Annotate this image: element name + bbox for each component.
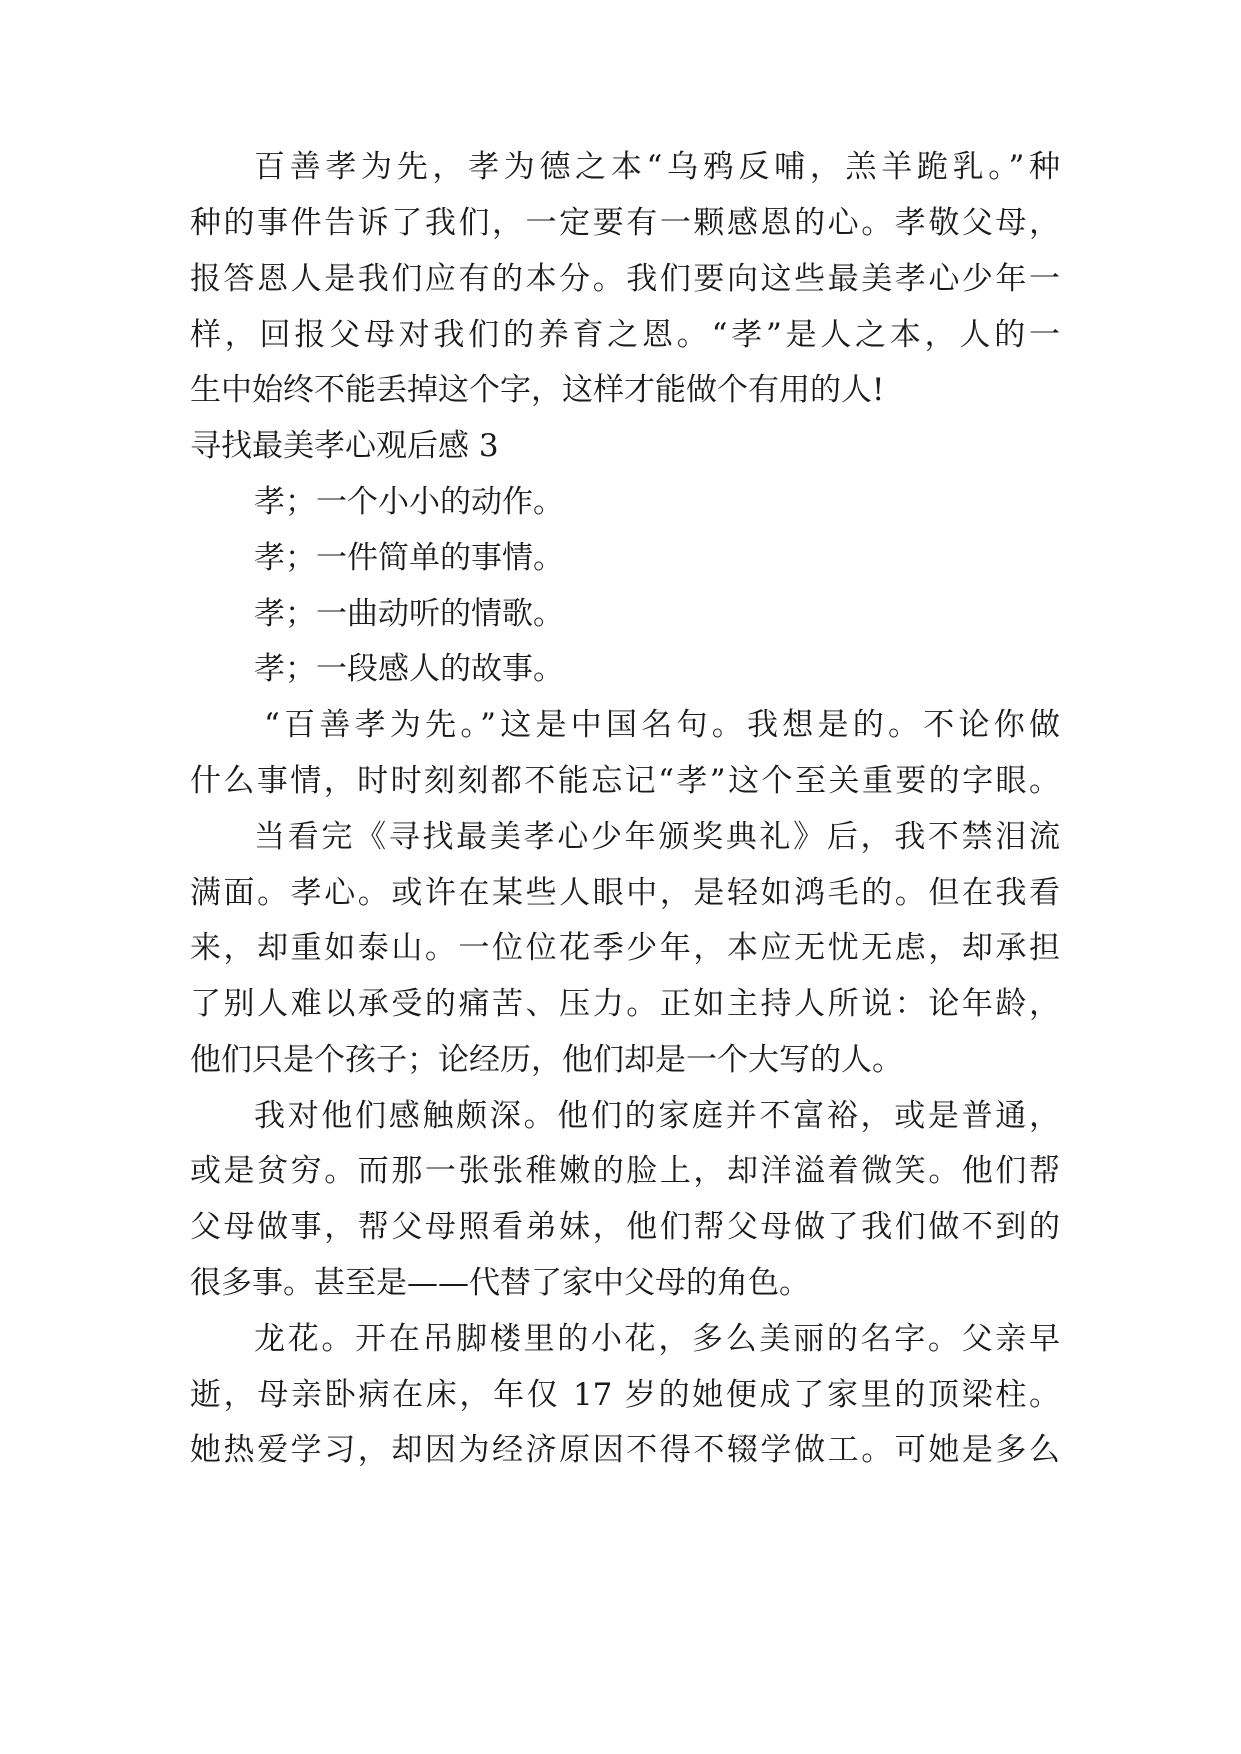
text-line: “百善孝为先。”这是中国名句。我想是的。不论你做 — [264, 707, 1060, 743]
text-line: 我对他们感触颇深。他们的家庭并不富裕，或是普通， — [254, 1098, 1060, 1134]
text-line: 或是贫穷。而那一张张稚嫩的脸上，却洋溢着微笑。他们帮 — [190, 1153, 1060, 1189]
text-line: 他们只是个孩子；论经历，他们却是一个大写的人。 — [190, 1042, 903, 1078]
text-line: 龙花。开在吊脚楼里的小花，多么美丽的名字。父亲早 — [254, 1321, 1060, 1357]
text-line: 了别人难以承受的痛苦、压力。正如主持人所说：论年龄， — [190, 986, 1060, 1022]
section-title: 寻找最美孝心观后感 3 — [190, 428, 499, 464]
text-line: 什么事情，时时刻刻都不能忘记“孝”这个至关重要的字眼。 — [190, 763, 1060, 799]
text-line: 当看完《寻找最美孝心少年颁奖典礼》后，我不禁泪流 — [254, 819, 1060, 855]
text-line: 她热爱学习，却因为经济原因不得不辍学做工。可她是多么 — [190, 1432, 1060, 1468]
text-line: 满面。孝心。或许在某些人眼中，是轻如鸿毛的。但在我看 — [190, 875, 1060, 911]
text-line: 很多事。甚至是——代替了家中父母的角色。 — [190, 1265, 810, 1301]
text-line: 逝，母亲卧病在床，年仅 17 岁的她便成了家里的顶梁柱。 — [190, 1377, 1060, 1413]
text-line: 父母做事，帮父母照看弟妹，他们帮父母做了我们做不到的 — [190, 1209, 1060, 1245]
text-line: 种的事件告诉了我们，一定要有一颗感恩的心。孝敬父母， — [190, 205, 1060, 241]
text-line: 生中始终不能丢掉这个字，这样才能做个有用的人! — [190, 372, 885, 408]
list-item: 孝；一曲动听的情歌。 — [254, 596, 564, 632]
list-item: 孝；一段感人的故事。 — [254, 651, 564, 687]
list-item: 孝；一件简单的事情。 — [254, 540, 564, 576]
text-line: 百善孝为先，孝为德之本“乌鸦反哺，羔羊跪乳。”种 — [254, 149, 1060, 185]
text-line: 来，却重如泰山。一位位花季少年，本应无忧无虑，却承担 — [190, 930, 1060, 966]
text-line: 样，回报父母对我们的养育之恩。“孝”是人之本，人的一 — [190, 317, 1060, 353]
text-line: 报答恩人是我们应有的本分。我们要向这些最美孝心少年一 — [190, 261, 1060, 297]
list-item: 孝；一个小小的动作。 — [254, 484, 564, 520]
